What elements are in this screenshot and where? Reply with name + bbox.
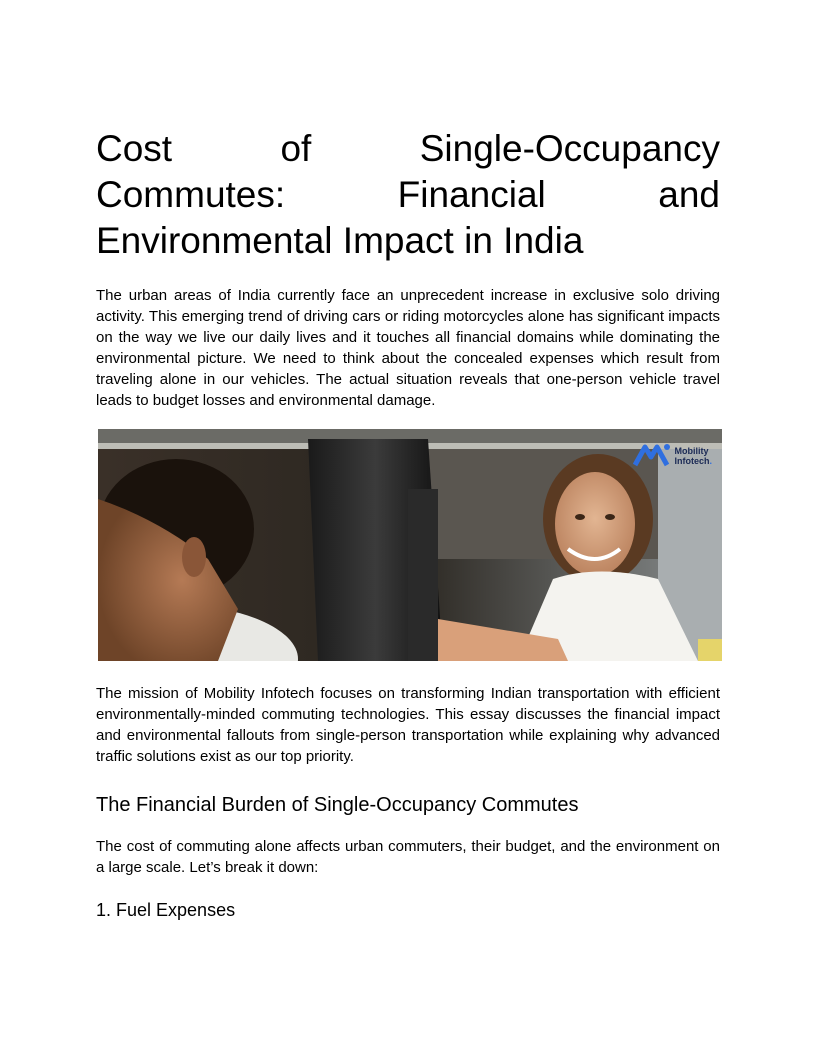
section-intro-paragraph: The cost of commuting alone affects urban commuters, their budget, and the environment on a large scale. Let’s break it down: (96, 838, 720, 876)
article-photo (98, 429, 722, 661)
subheading-fuel-expenses: 1. Fuel Expenses (96, 900, 236, 920)
mission-paragraph: The mission of Mobility Infotech focuses on transforming Indian transportation with efficient environmentally-minded commuting technologies. This essay discusses the financial impact and environmental fallouts from single-person transportation while explaining why advanced traffic solutions exist as our top priority. (96, 685, 720, 765)
logo-line-2: Infotech. (674, 456, 712, 466)
logo-line-1: Mobility (674, 446, 709, 456)
car-photo-illustration (98, 429, 722, 661)
document-title: Cost of Single-Occupancy Commutes: Financial and Environmental Impact in India (96, 128, 720, 261)
mobility-infotech-logo (633, 443, 712, 469)
mi-logo-icon (633, 443, 671, 469)
intro-paragraph: The urban areas of India currently face an unprecedent increase in exclusive solo driving activity. This emerging trend of driving cars or riding motorcycles alone has significant impacts on the way we live our daily lives and it touches all financial domains while dominating the environmental picture. We need to think about the concealed expenses which result from traveling alone in our vehicles. The actual situation reveals that one-person vehicle travel leads to budget losses and environmental damage. (96, 287, 720, 409)
document-content (96, 126, 720, 922)
section-heading: The Financial Burden of Single-Occupancy Commutes (96, 794, 579, 816)
logo-wordmark (674, 446, 712, 466)
